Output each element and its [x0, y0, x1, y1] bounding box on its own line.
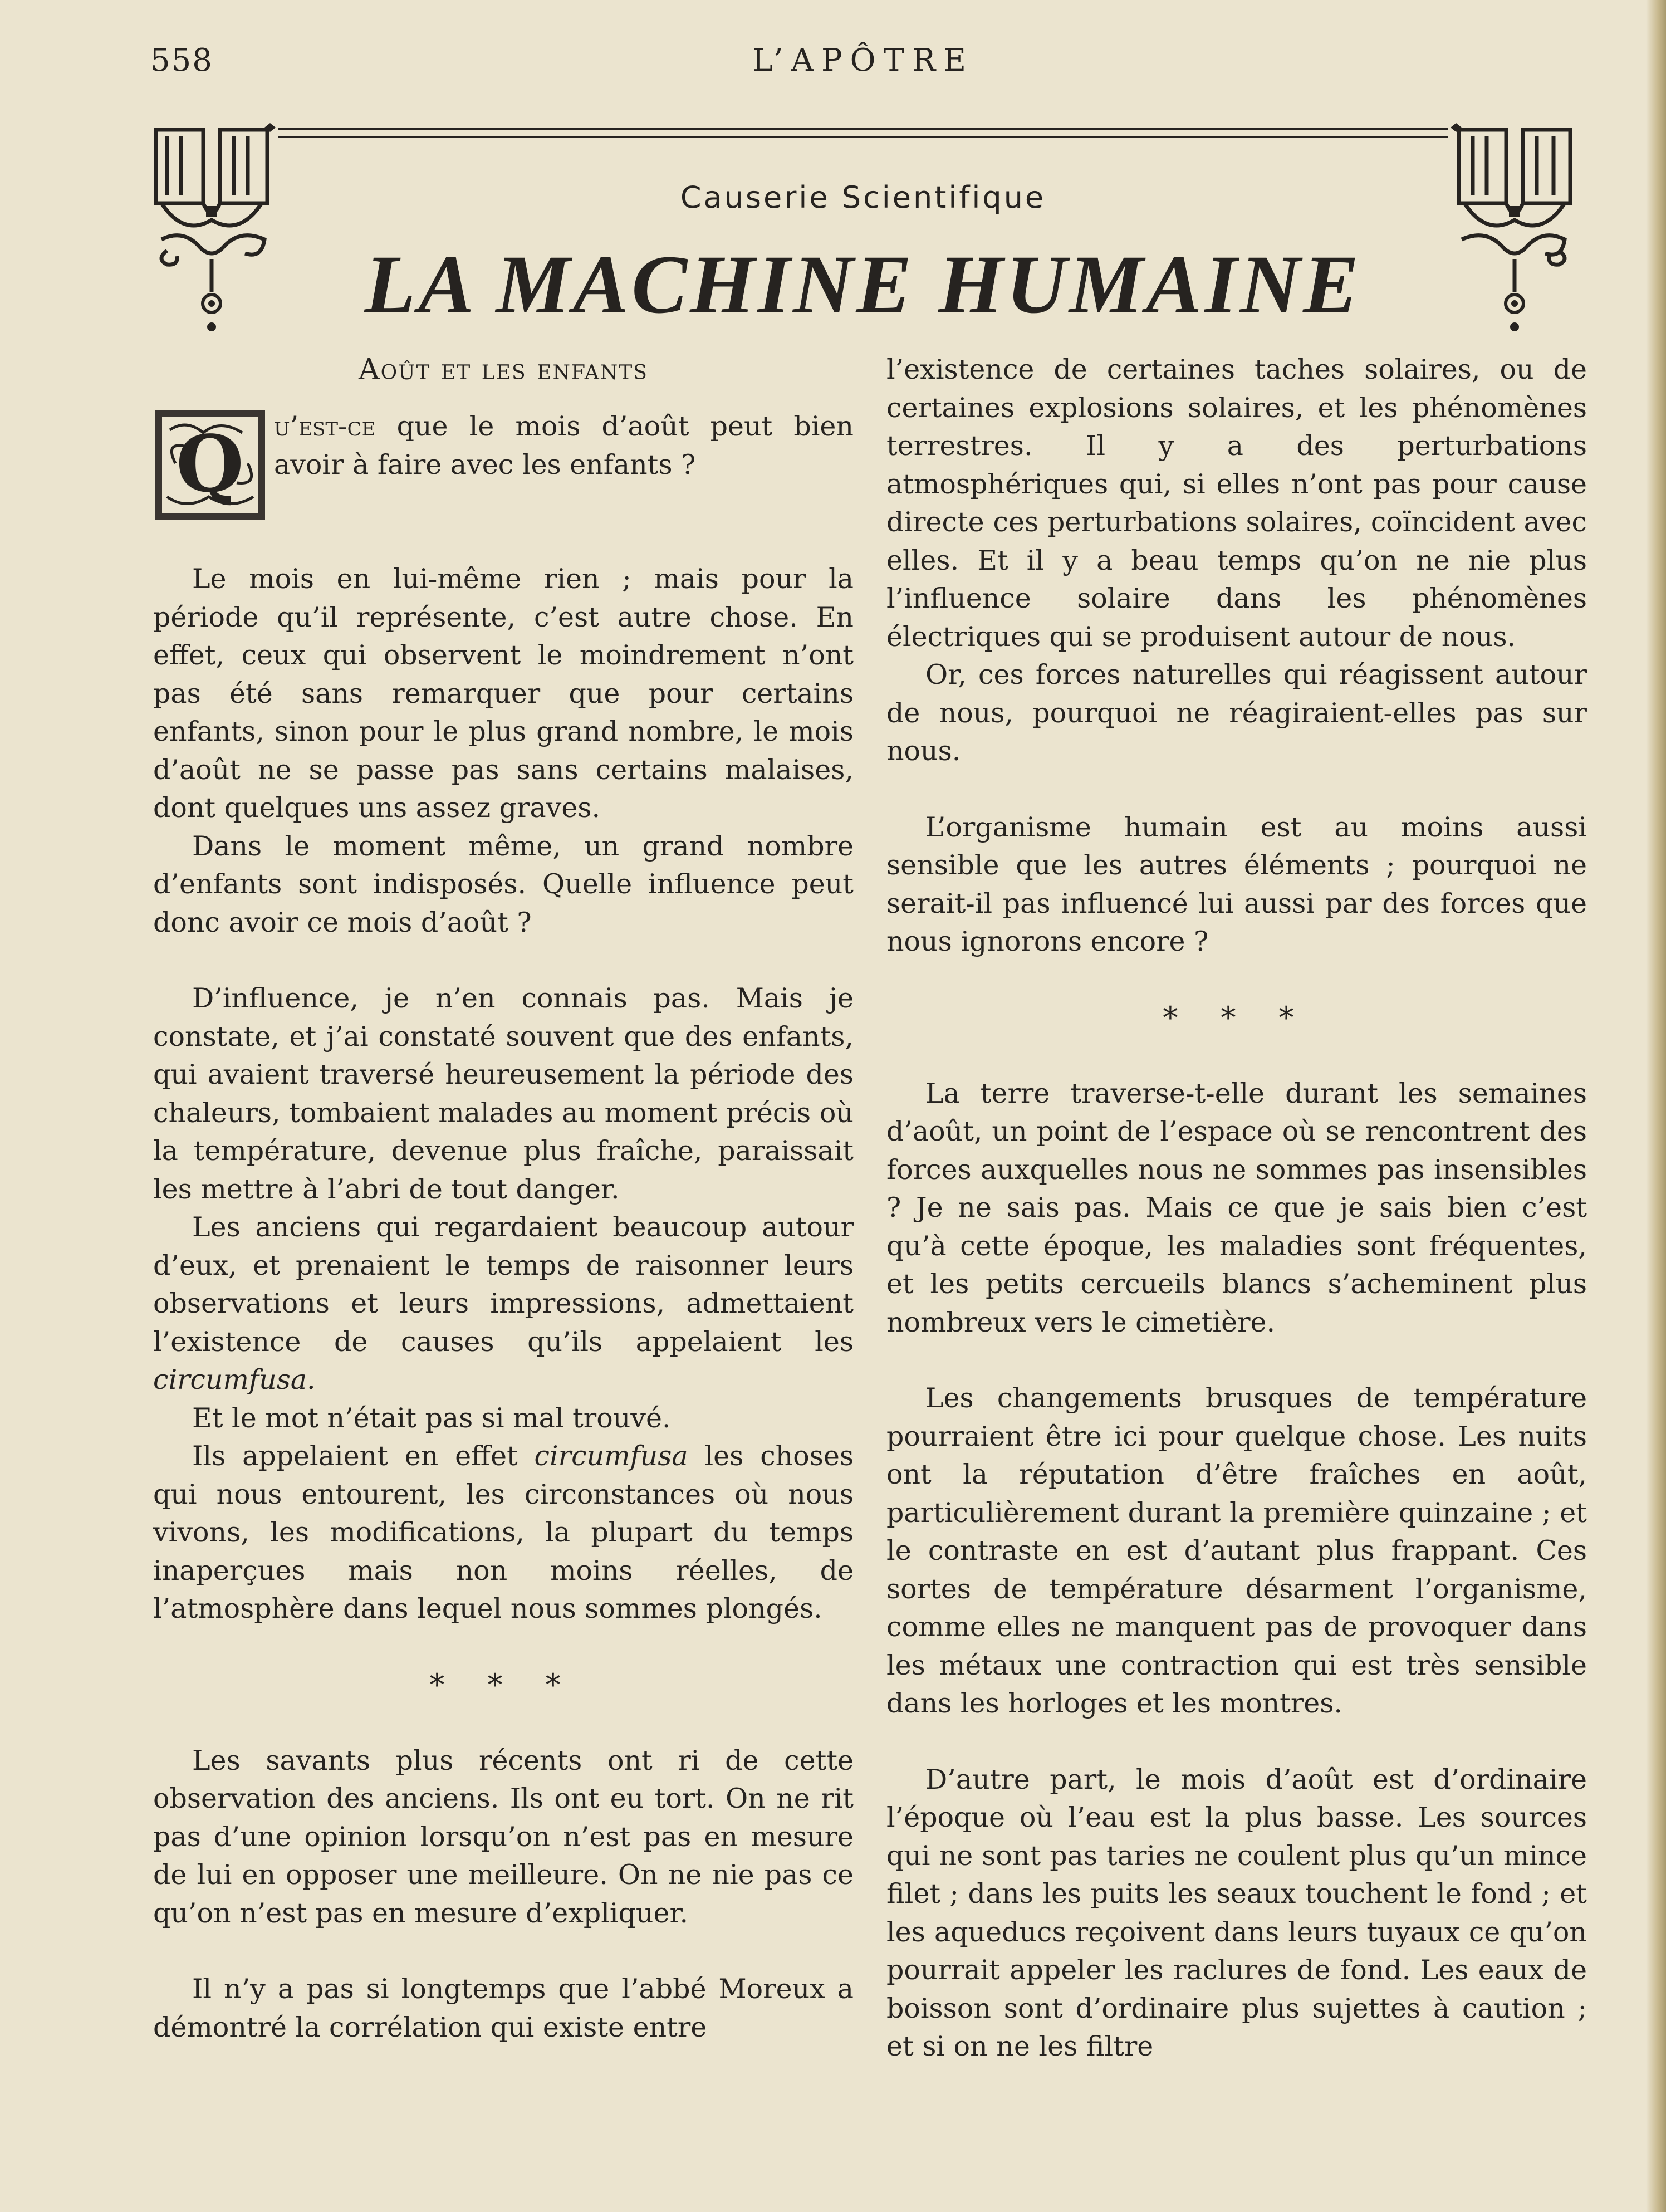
section-break-asterism: * * * — [1163, 1000, 1311, 1035]
paragraph: L’organisme humain est au moins aussi sensible que les autres éléments ; pourquoi ne serait-il pas influencé lui aussi par des forces que nous ignorons encore ? — [886, 811, 1587, 957]
page-edge-shadow — [1646, 0, 1666, 2212]
paragraph-text: les choses qui nous entourent, les circonstances où nous vivons, les modifications, la plupart du temps inaperçues mais non moins réelles, de l’atmosphère dans lequel nous sommes plongés. — [153, 1440, 854, 1624]
right-column — [886, 351, 1587, 2066]
paragraph: Il n’y a pas si longtemps que l’abbé Moreux a démontré la corrélation qui existe entre — [153, 1973, 854, 2043]
paragraph: Le mois en lui-même rien ; mais pour la période qu’il représente, c’est autre chose. En effet, ceux qui observent le moindrement n’ont pas été sans remarquer que pour certains enfants, sinon pour le plus grand nombre, le mois d’août ne se passe pas sans certains malaises, dont quelques uns assez graves. — [153, 563, 854, 824]
section-heading: Août et les enfants — [359, 353, 648, 386]
opening-words: u’est-ce — [274, 410, 376, 442]
paragraph: Les savants plus récents ont ri de cette observation des anciens. Ils ont eu tort. On ne rit pas d’une opinion lorsqu’on n’est pas en mesure de lui en opposer une meilleure. On ne nie pas ce qu’on n’est pas en mesure d’expliquer. — [153, 1744, 854, 1929]
paragraph: Dans le moment même, un grand nombre d’enfants sont indisposés. Quelle influence peut donc avoir ce mois d’août ? — [153, 830, 854, 938]
page-number: 558 — [150, 42, 213, 79]
paragraph — [153, 1208, 854, 1399]
paragraph: D’autre part, le mois d’août est d’ordinaire l’époque où l’eau est la plus basse. Les sources qui ne sont pas taries ne coulent plus qu’un mince filet ; dans les puits les seaux touchent le fond ; et les aqueducs reçoivent dans leurs tuyaux ce qu’on pourrait appeler les raclures de fond. Les eaux de boisson sont d’ordinaire plus sujettes à caution ; et si on ne les filtre — [886, 1763, 1587, 2062]
running-head — [150, 42, 1576, 92]
paragraph-text: Les anciens qui regardaient beaucoup autour d’eux, et prenaient le temps de raisonner leurs observations et leurs impressions, admettaient l’existence de causes qu’ils appelaient les — [153, 1211, 854, 1358]
journal-title: L’APÔTRE — [752, 42, 974, 79]
svg-text:Q: Q — [176, 419, 244, 510]
paragraph: La terre traverse-t-elle durant les semaines d’août, un point de l’espace où se rencontrent des forces auxquelles nous ne sommes pas insensibles ? Je ne sais pas. Mais ce que je sais bien c’est qu’à cette époque, les maladies sont fréquentes, et les petits cercueils blancs s’acheminent plus nombreux vers le cimetière. — [886, 1077, 1587, 1338]
latin-term: circumfusa — [534, 1440, 688, 1472]
article-title: LA MACHINE HUMAINE — [364, 238, 1362, 331]
header-rule-bottom — [278, 136, 1448, 138]
header-rule-top — [278, 128, 1448, 130]
article-kicker: Causerie Scientifique — [680, 180, 1046, 215]
latin-term: circumfusa. — [153, 1364, 316, 1396]
paragraph: D’influence, je n’en connais pas. Mais je constate, et j’ai constaté souvent que des enfants, qui avaient traversé heureusement la période des chaleurs, tombaient malades au moment précis où la température, devenue plus fraîche, paraissait les mettre à l’abri de tout danger. — [153, 982, 854, 1205]
paragraph: Or, ces forces naturelles qui réagissent autour de nous, pourquoi ne réagiraient-elles pas sur nous. — [886, 659, 1587, 767]
paragraph: Et le mot n’était pas si mal trouvé. — [192, 1402, 671, 1434]
paragraph-text: Ils appelaient en effet — [192, 1440, 535, 1472]
section-break-asterism: * * * — [429, 1667, 577, 1702]
paragraph — [153, 1437, 854, 1628]
paragraph: Les changements brusques de température pourraient être ici pour quelque chose. Les nuits ont la réputation d’être fraîches en août, particulièrement durant la première quinzaine ; et le contraste en est d’autant plus frappant. Ces sortes de température désarment l’organisme, comme elles ne manquent pas de provoquer dans les métaux une contraction qui est très sensible dans les horloges et les montres. — [886, 1382, 1587, 1719]
opening-paragraph — [153, 408, 854, 522]
decorative-dropcap-icon — [153, 408, 267, 522]
article-header — [150, 120, 1576, 342]
paragraph: l’existence de certaines taches solaires, ou de certaines explosions solaires, et les phénomènes terrestres. Il y a des perturbations atmosphériques qui, si elles n’ont pas pour cause directe ces perturbations solaires, coïncident avec elles. Et il y a beau temps qu’on ne nie plus l’influence solaire dans les phénomènes électriques qui se produisent autour de nous. — [886, 354, 1587, 653]
opening-text: que le mois d’août peut bien avoir à faire avec les enfants ? — [274, 410, 854, 481]
left-column — [153, 351, 854, 2047]
